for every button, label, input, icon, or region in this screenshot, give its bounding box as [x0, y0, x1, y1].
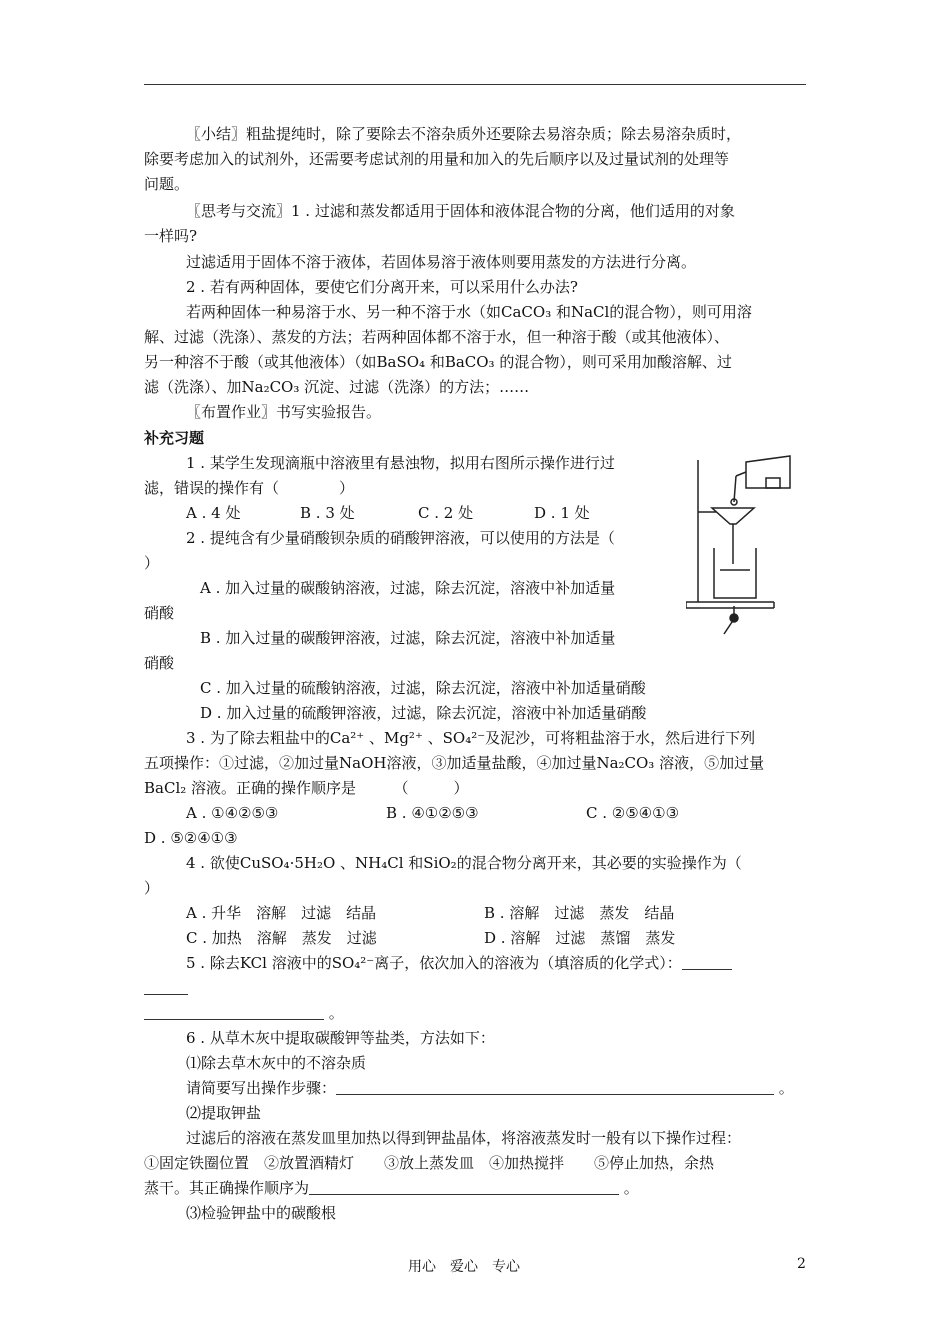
discussion-line-3: 过滤适用于固体不溶于液体，若固体易溶于液体则要用蒸发的方法进行分离。 [186, 253, 697, 271]
discussion-line-2: 一样吗? [144, 227, 198, 245]
q5-line-2 [144, 978, 188, 998]
q5-answer-blank-3[interactable] [144, 1005, 324, 1020]
q2-line-1: 2 . 提纯含有少量硝酸钡杂质的硝酸钾溶液，可以使用的方法是（ [186, 529, 615, 547]
summary-line-3: 问题。 [144, 175, 190, 193]
q3-option-c: C . ②⑤④①③ [586, 804, 680, 822]
summary-line-1: 〖小结〗粗盐提纯时，除了要除去不溶杂质外还要除去易溶杂质；除去易溶杂质时， [186, 125, 742, 143]
discussion-line-1: 〖思考与交流〗1 . 过滤和蒸发都适用于固体和液体混合物的分离，他们适用的对象 [186, 202, 735, 220]
dropper-bottle [746, 456, 790, 488]
q4-option-a: A . 升华 溶解 过滤 结晶 [186, 904, 377, 922]
discussion-line-6: 解、过滤（洗涤）、蒸发的方法；若两种固体都不溶于水，但一种溶于酸（或其他液体）、 [144, 328, 730, 346]
stopcock-knob [730, 614, 738, 622]
q3-option-a: A . ①④②⑤③ [186, 804, 279, 822]
q2-option-a-line-2: 硝酸 [144, 604, 175, 622]
discussion-line-5: 若两种固体一种易溶于水、另一种不溶于水（如CaCO₃ 和NaCl的混合物），则可用溶 [186, 303, 752, 321]
q5-line-1 [186, 953, 732, 973]
q1-option-c: C . 2 处 [418, 504, 474, 522]
q3-line-3: BaCl₂ 溶液。正确的操作顺序是 （ ） [144, 779, 469, 797]
page-number: 2 [797, 1256, 806, 1272]
funnel [712, 508, 754, 524]
summary-line-2: 除要考虑加入的试剂外，还需要考虑试剂的用量和加入的先后顺序以及过量试剂的处理等 [144, 150, 730, 168]
q5-answer-blank-1[interactable] [682, 955, 732, 970]
q4-option-d: D . 溶解 过滤 蒸馏 蒸发 [484, 929, 676, 947]
bottle-neck [736, 472, 746, 476]
q3-line-1: 3 . 为了除去粗盐中的Ca²⁺ 、Mg²⁺ 、SO₄²⁻及泥沙，可将粗盐溶于水，然后进行下列 [186, 729, 756, 747]
q6-step-1-period: 。 [778, 1079, 794, 1097]
q2-option-a-line-1: A . 加入过量的碳酸钠溶液，过滤，除去沉淀，溶液中补加适量 [200, 579, 616, 597]
q4-option-b: B . 溶解 过滤 蒸发 结晶 [484, 904, 675, 922]
q6-line-1: 6 . 从草木灰中提取碳酸钾等盐类，方法如下： [186, 1029, 495, 1047]
beaker [714, 548, 756, 598]
q4-line-1: 4 . 欲使CuSO₄·5H₂O 、NH₄Cl 和SiO₂的混合物分离开来，其必要的实验操作为（ [186, 854, 742, 872]
q1-line-2: 滤，错误的操作有（ ） [144, 479, 355, 497]
q1-option-b: B . 3 处 [300, 504, 355, 522]
q3-option-b: B . ④①②⑤③ [386, 804, 479, 822]
q3-line-2: 五项操作：①过滤，②加过量NaOH溶液，③加适量盐酸，④加过量Na₂CO₃ 溶液，⑤加过量 [144, 754, 765, 772]
q6-step-1-ask-text: 请简要写出操作步骤： [186, 1079, 337, 1097]
q5-answer-blank-2[interactable] [144, 980, 188, 995]
q2-line-2: ） [144, 554, 160, 572]
footer-motto: 用心 爱心 专心 [408, 1259, 520, 1275]
q6-step-2-line-1: 过滤后的溶液在蒸发皿里加热以得到钾盐晶体，将溶液蒸发时一般有以下操作过程： [186, 1129, 742, 1147]
q2-option-b-line-1: B . 加入过量的碳酸钾溶液，过滤，除去沉淀，溶液中补加适量 [200, 629, 616, 647]
q6-step-2-answer-blank[interactable] [309, 1180, 619, 1195]
q6-step-2-line-2: ①固定铁圈位置 ②放置酒精灯 ③放上蒸发皿 ④加热搅拌 ⑤停止加热，余热 [144, 1154, 715, 1172]
q2-option-b-line-2: 硝酸 [144, 654, 175, 672]
q6-step-1-ask [186, 1078, 794, 1098]
discussion-line-8: 滤（洗涤）、加Na₂CO₃ 沉淀、过滤（洗涤）的方法；…… [144, 378, 530, 396]
q2-option-c: C . 加入过量的硫酸钠溶液，过滤，除去沉淀，溶液中补加适量硝酸 [200, 679, 646, 697]
q5-line-3 [144, 1003, 344, 1023]
q6-step-2-period: 。 [623, 1179, 639, 1197]
header-rule [144, 84, 806, 85]
q6-step-1: ⑴除去草木灰中的不溶杂质 [186, 1054, 367, 1072]
q1-line-1: 1 . 某学生发现滴瓶中溶液里有悬浊物，拟用右图所示操作进行过 [186, 454, 615, 472]
q5-period: 。 [328, 1004, 344, 1022]
q1-option-a: A . 4 处 [186, 504, 241, 522]
q4-option-c: C . 加热 溶解 蒸发 过滤 [186, 929, 377, 947]
q6-step-1-answer-blank[interactable] [336, 1080, 774, 1095]
q6-step-3: ⑶检验钾盐中的碳酸根 [186, 1204, 337, 1222]
homework-line: 〖布置作业〗书写实验报告。 [186, 403, 382, 421]
exercises-title: 补充习题 [144, 429, 205, 447]
q3-option-d: D . ⑤②④①③ [144, 829, 238, 847]
q6-step-2-line-3-text: 蒸干。其正确操作顺序为 [144, 1179, 310, 1197]
discussion-line-7: 另一种溶不于酸（或其他液体）（如BaSO₄ 和BaCO₃ 的混合物），则可采用加酸溶解、过 [144, 353, 732, 371]
filtration-apparatus-figure [686, 452, 796, 638]
q4-line-2: ） [144, 879, 160, 897]
q5-text: 5 . 除去KCl 溶液中的SO₄²⁻离子，依次加入的溶液为（填溶质的化学式）： [186, 954, 682, 972]
q6-step-2: ⑵提取钾盐 [186, 1104, 262, 1122]
q6-step-2-line-3 [144, 1178, 639, 1198]
q2-option-d: D . 加入过量的硫酸钾溶液，过滤，除去沉淀，溶液中补加适量硝酸 [200, 704, 647, 722]
q1-option-d: D . 1 处 [534, 504, 590, 522]
discussion-line-4: 2 . 若有两种固体，要使它们分离开来，可以采用什么办法? [186, 278, 578, 296]
